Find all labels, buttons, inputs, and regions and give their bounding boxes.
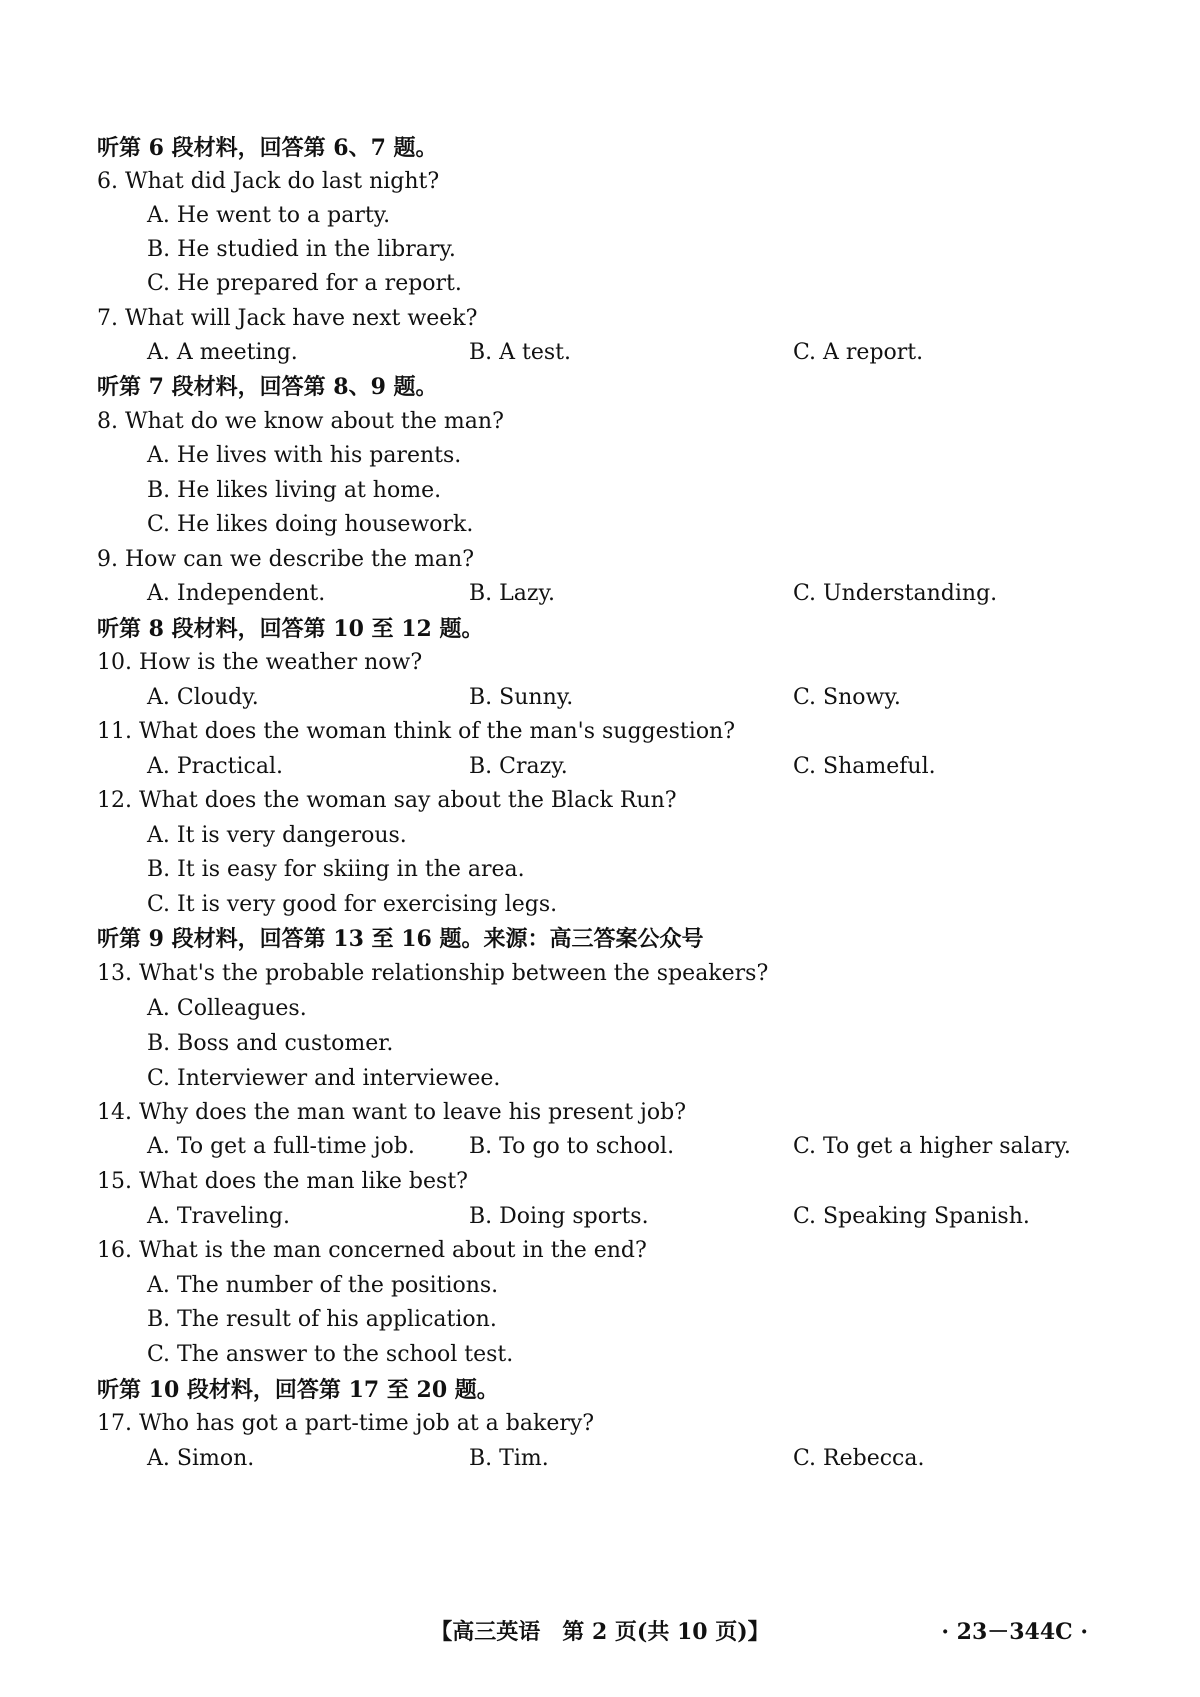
question-16 [0, 1233, 1200, 1269]
question-8 [0, 404, 1200, 440]
footer-code: · 23－344C · [941, 1619, 1088, 1645]
question-stem: 12. What does the woman say about the Black Run? [97, 788, 677, 813]
question-13 [0, 956, 1200, 992]
option-b: B. Tim. [469, 1446, 549, 1471]
options-11 [0, 749, 1200, 785]
question-15 [0, 1164, 1200, 1200]
option-b: B. Doing sports. [469, 1204, 649, 1229]
question-10 [0, 645, 1200, 681]
section-heading-10: 听第 10 段材料，回答第 17 至 20 题。 [97, 1377, 499, 1403]
option-c: C. To get a higher salary. [793, 1134, 1071, 1159]
option-b: B. Crazy. [469, 754, 568, 779]
options-10 [0, 680, 1200, 716]
question-stem: 15. What does the man like best? [97, 1169, 468, 1194]
section-heading-8: 听第 8 段材料，回答第 10 至 12 题。 [97, 616, 484, 642]
option-b: B. Sunny. [469, 685, 574, 710]
footer-title: 【高三英语 第 2 页(共 10 页)】 [430, 1619, 770, 1645]
options-15 [0, 1199, 1200, 1235]
option-a: A. Cloudy. [147, 685, 259, 710]
option-6c: C. He prepared for a report. [147, 271, 462, 296]
section-heading-7: 听第 7 段材料，回答第 8、9 题。 [97, 374, 438, 400]
question-7 [0, 301, 1200, 337]
options-7 [0, 335, 1200, 371]
option-c: C. Understanding. [793, 581, 998, 606]
option-16b: B. The result of his application. [147, 1307, 497, 1332]
option-13c: C. Interviewer and interviewee. [147, 1066, 501, 1091]
option-8b: B. He likes living at home. [147, 478, 442, 503]
question-stem: 6. What did Jack do last night? [97, 169, 440, 194]
question-14 [0, 1095, 1200, 1131]
question-stem: 9. How can we describe the man? [97, 547, 475, 572]
question-stem: 10. How is the weather now? [97, 650, 423, 675]
question-stem: 11. What does the woman think of the man's suggestion? [97, 719, 736, 744]
option-c: C. Snowy. [793, 685, 901, 710]
option-16c: C. The answer to the school test. [147, 1342, 514, 1367]
option-a: A. Independent. [147, 581, 326, 606]
question-11 [0, 714, 1200, 750]
option-12c: C. It is very good for exercising legs. [147, 892, 558, 917]
page-footer [0, 1614, 1200, 1650]
options-9 [0, 576, 1200, 612]
option-a: A. Practical. [147, 754, 283, 779]
option-c: C. A report. [793, 340, 924, 365]
option-a: A. A meeting. [147, 340, 298, 365]
question-stem: 7. What will Jack have next week? [97, 306, 478, 331]
option-13b: B. Boss and customer. [147, 1031, 394, 1056]
question-stem: 16. What is the man concerned about in the end? [97, 1238, 647, 1263]
section-heading-6: 听第 6 段材料，回答第 6、7 题。 [97, 135, 438, 161]
question-12 [0, 783, 1200, 819]
question-9 [0, 542, 1200, 578]
option-a: A. Simon. [147, 1446, 255, 1471]
options-14 [0, 1129, 1200, 1165]
question-stem: 13. What's the probable relationship between the speakers? [97, 961, 769, 986]
option-8a: A. He lives with his parents. [147, 443, 462, 468]
option-a: A. To get a full-time job. [147, 1134, 415, 1159]
option-a: A. Traveling. [147, 1204, 290, 1229]
question-stem: 8. What do we know about the man? [97, 409, 504, 434]
option-16a: A. The number of the positions. [147, 1273, 499, 1298]
option-13a: A. Colleagues. [147, 996, 307, 1021]
option-6b: B. He studied in the library. [147, 237, 456, 262]
question-6 [0, 164, 1200, 200]
option-c: C. Rebecca. [793, 1446, 925, 1471]
question-17 [0, 1406, 1200, 1442]
option-b: B. Lazy. [469, 581, 555, 606]
question-stem: 17. Who has got a part-time job at a bakery? [97, 1411, 595, 1436]
option-12b: B. It is easy for skiing in the area. [147, 857, 525, 882]
option-b: B. To go to school. [469, 1134, 675, 1159]
option-8c: C. He likes doing housework. [147, 512, 474, 537]
option-12a: A. It is very dangerous. [147, 823, 407, 848]
question-stem: 14. Why does the man want to leave his present job? [97, 1100, 686, 1125]
option-b: B. A test. [469, 340, 572, 365]
option-6a: A. He went to a party. [147, 203, 391, 228]
option-c: C. Speaking Spanish. [793, 1204, 1030, 1229]
option-c: C. Shameful. [793, 754, 936, 779]
section-heading-9: 听第 9 段材料，回答第 13 至 16 题。来源：高三答案公众号 [97, 926, 704, 952]
options-17 [0, 1441, 1200, 1477]
